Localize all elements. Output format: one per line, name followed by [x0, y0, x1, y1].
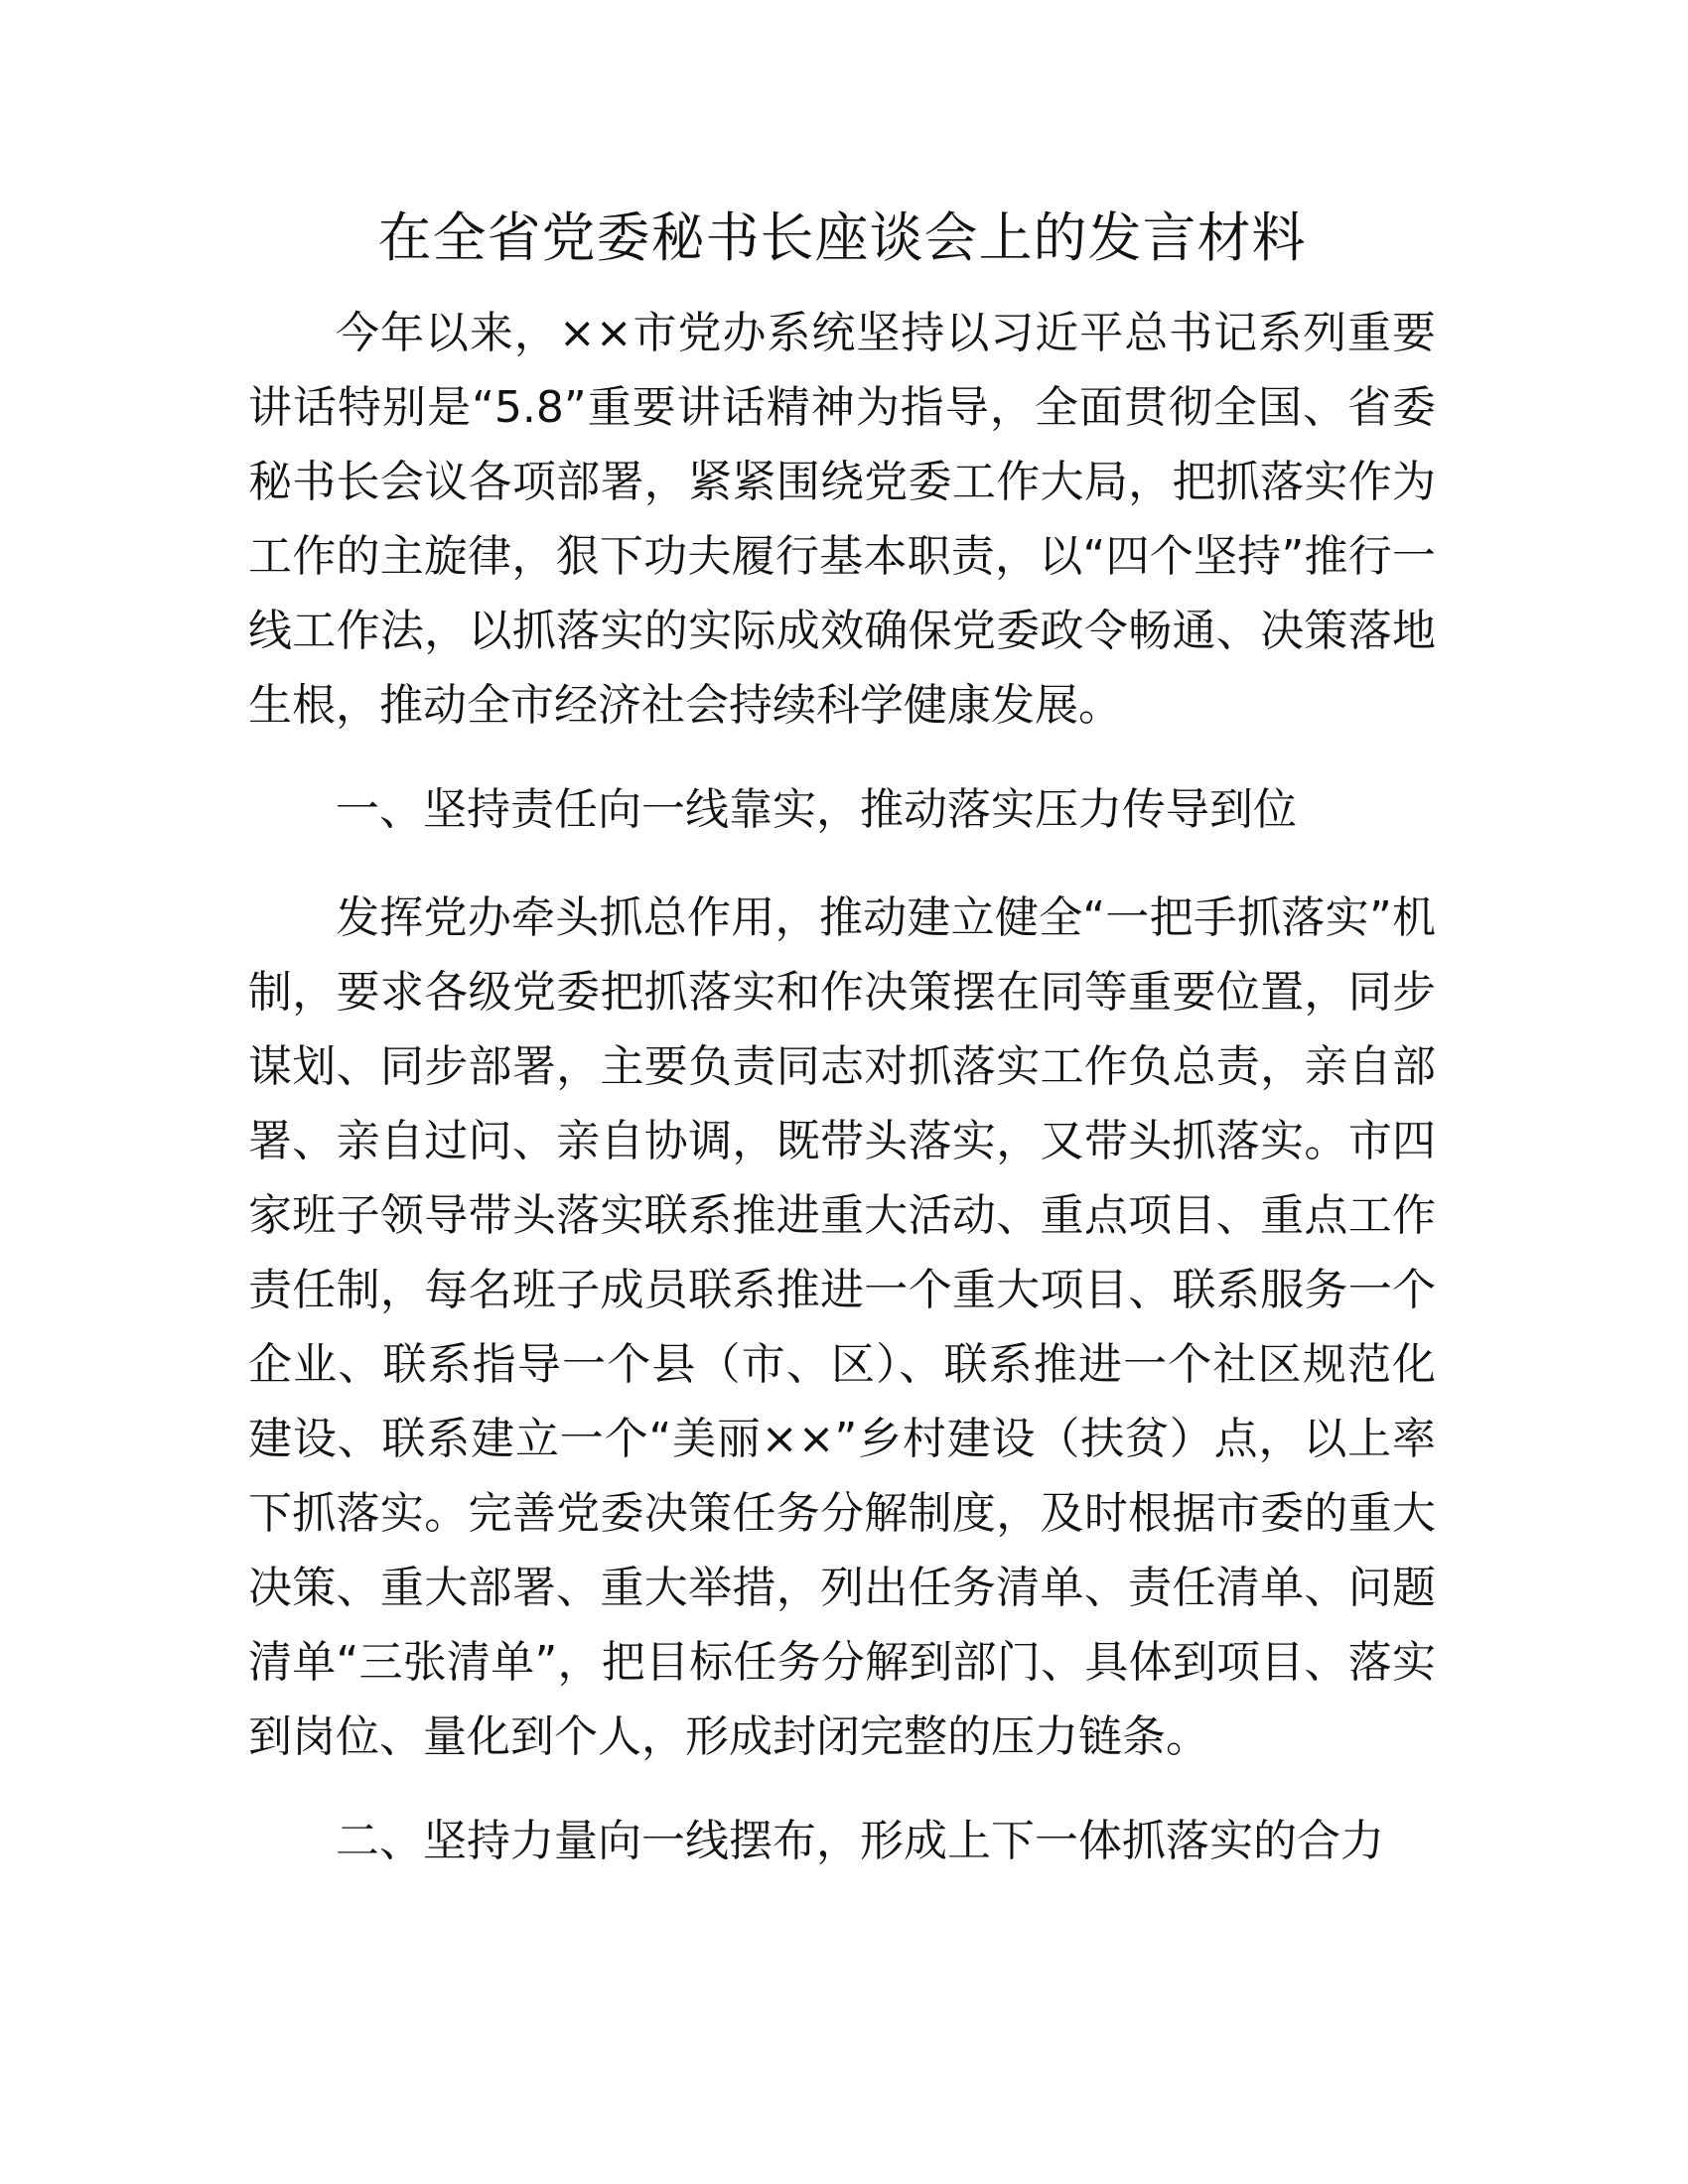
document-title: 在全省党委秘书长座谈会上的发言材料: [377, 206, 1307, 269]
section-1-heading: 一、坚持责任向一线靠实，推动落实压力传导到位: [336, 784, 1297, 835]
intro-paragraph: 今年以来，××市党办系统坚持以习近平总书记系列重要讲话特别是“5.8”重要讲话精神为指导，全面贯彻全国、省委秘书长会议各项部署，紧紧围绕党委工作大局，把抓落实作为工作的主旋律，狠下功夫履行基本职责，以“四个坚持”推行一线工作法，以抓落实的实际成效确保党委政令畅通、决策落地生根，推动全市经济社会持续科学健康发展。: [248, 308, 1436, 731]
document-page: [248, 199, 1436, 1878]
section-2-heading: 二、坚持力量向一线摆布，形成上下一体抓落实的合力: [336, 1816, 1384, 1866]
section-1-paragraph: 发挥党办牵头抓总作用，推动建立健全“一把手抓落实”机制，要求各级党委把抓落实和作决策摆在同等重要位置，同步谋划、同步部署，主要负责同志对抓落实工作负总责，亲自部署、亲自过问、亲自协调，既带头落实，又带头抓落实。市四家班子领导带头落实联系推进重大活动、重点项目、重点工作责任制，每名班子成员联系推进一个重大项目、联系服务一个企业、联系指导一个县（市、区）、联系推进一个社区规范化建设、联系建立一个“美丽××”乡村建设（扶贫）点，以上率下抓落实。完善党委决策任务分解制度，及时根据市委的重大决策、重大部署、重大举措，列出任务清单、责任清单、问题清单“三张清单”，把目标任务分解到部门、具体到项目、落实到岗位、量化到个人，形成封闭完整的压力链条。: [248, 892, 1436, 1762]
